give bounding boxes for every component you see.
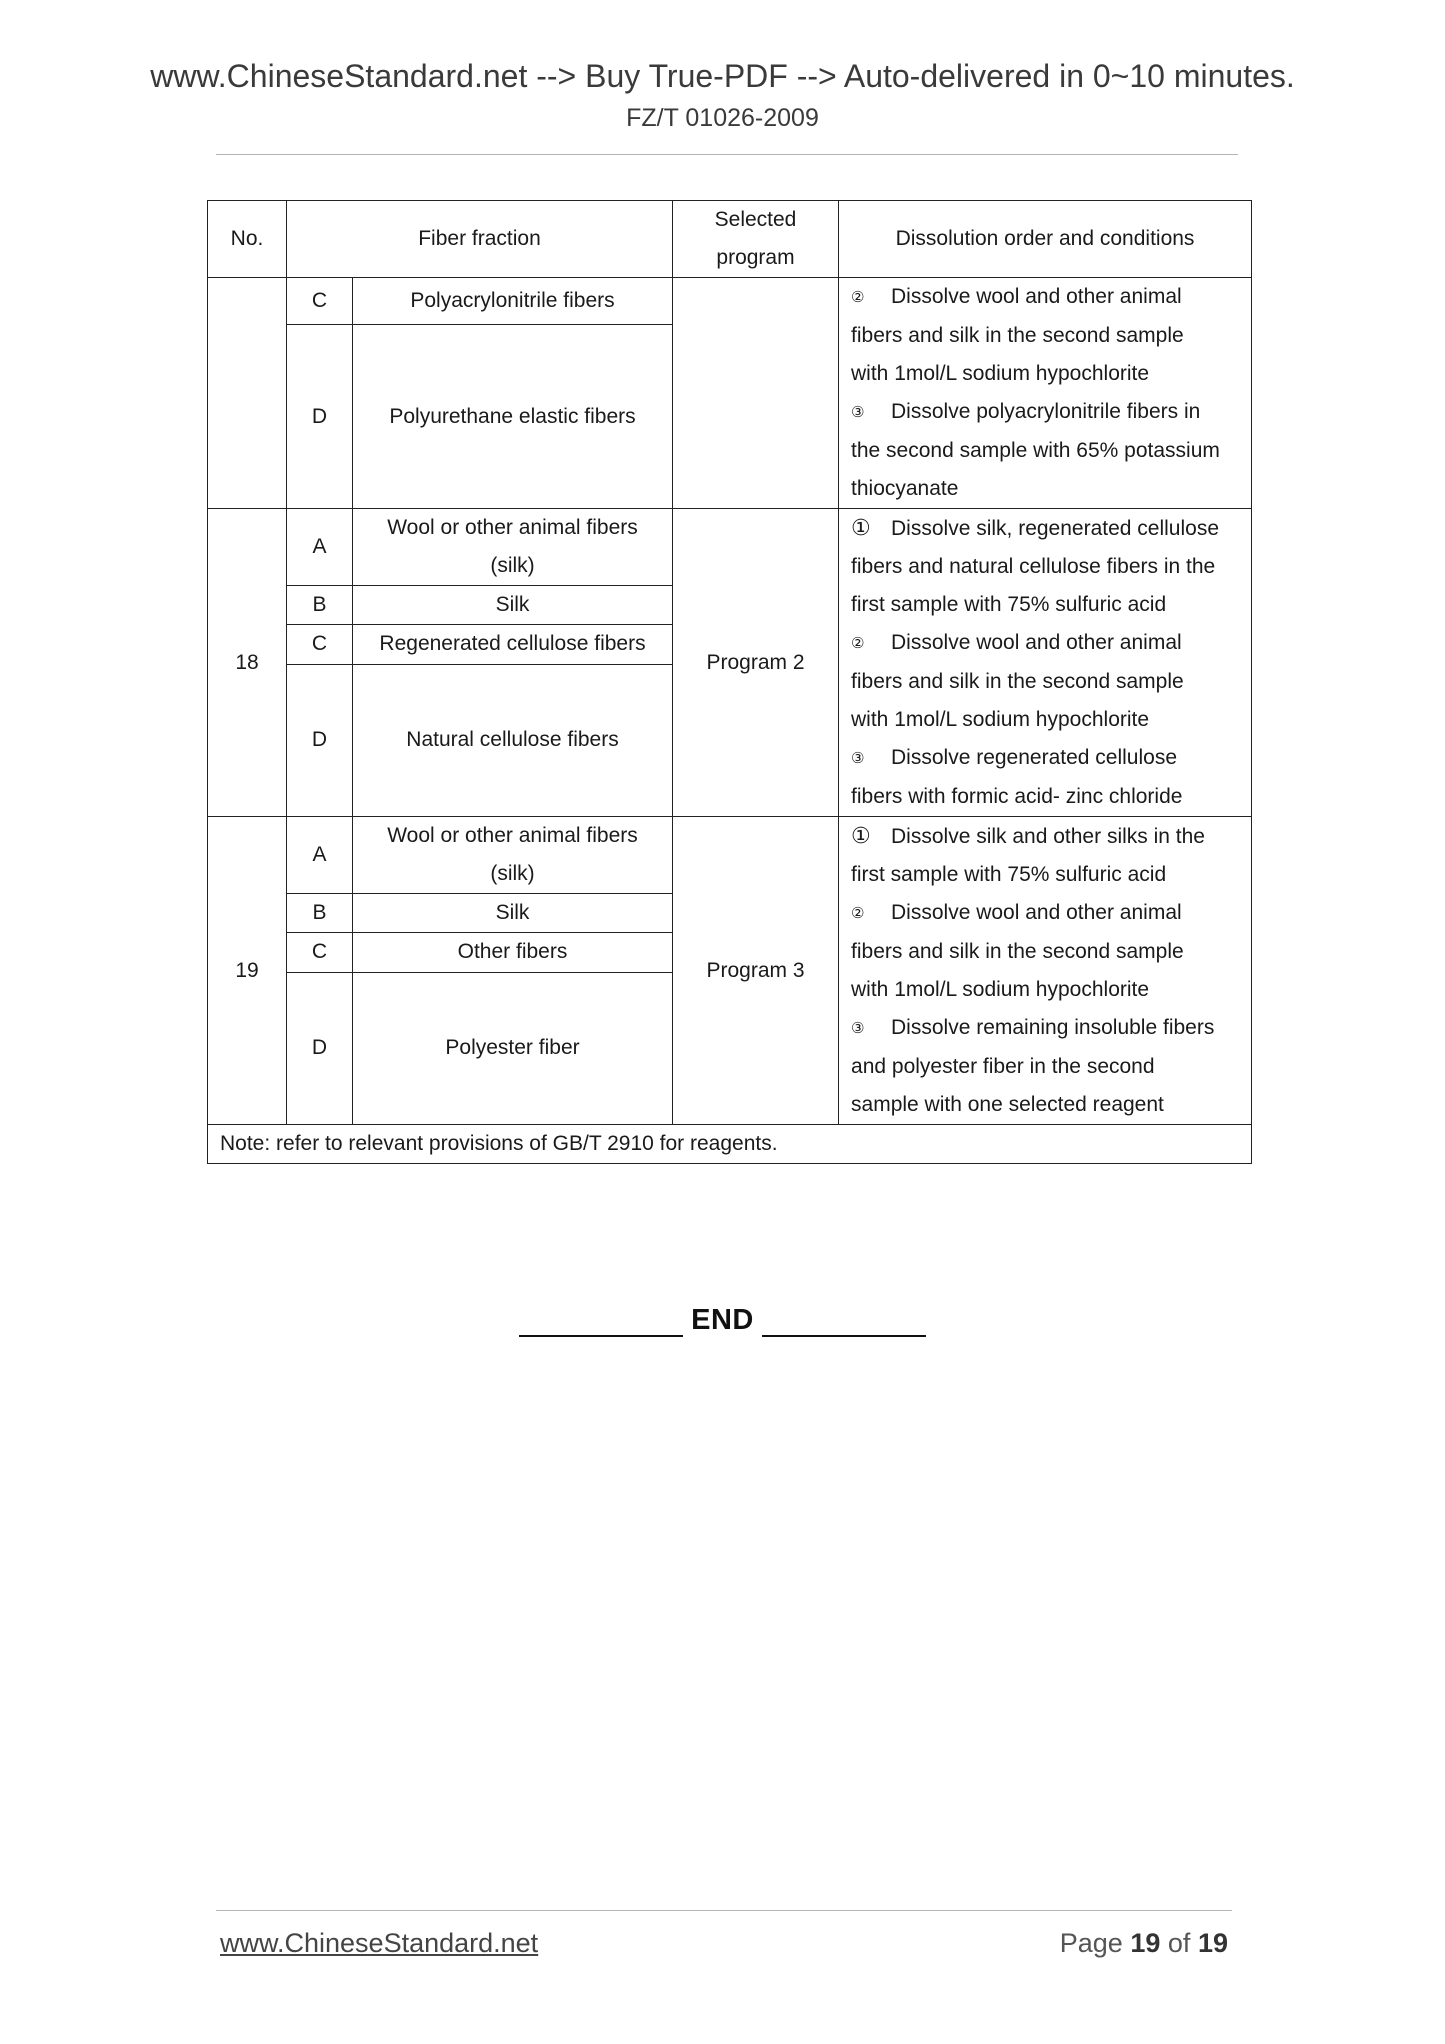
condition-line (851, 778, 1243, 816)
row-number (208, 278, 287, 509)
step-number: ③ (851, 404, 865, 421)
condition-text: thiocyanate (851, 477, 959, 500)
table-row (208, 278, 1252, 325)
end-marker (0, 1304, 1445, 1337)
fraction-letter: B (287, 586, 353, 625)
condition-text: sample with one selected reagent (851, 1093, 1164, 1116)
condition-line (851, 856, 1243, 894)
condition-text: Dissolve polyacrylonitrile fibers in (891, 400, 1201, 423)
fiber-name-line: Polyurethane elastic fibers (389, 404, 636, 428)
fiber-name-line: Other fibers (457, 940, 568, 964)
standard-code: FZ/T 01026-2009 (626, 104, 819, 132)
fiber-name (353, 972, 673, 1125)
page-prefix: Page (1059, 1928, 1123, 1958)
condition-text: Dissolve wool and other animal (891, 285, 1182, 308)
dissolution-conditions (839, 509, 1252, 817)
fiber-name (353, 664, 673, 817)
note-row (208, 1125, 1252, 1164)
step-number: ③ (851, 1020, 865, 1037)
fiber-name (353, 509, 673, 586)
condition-line (851, 817, 1243, 856)
end-label: END (691, 1304, 754, 1336)
condition-text: Dissolve silk, regenerated cellulose (891, 517, 1220, 540)
condition-line (851, 624, 1243, 663)
fraction-letter: C (287, 933, 353, 972)
condition-line (851, 894, 1243, 933)
table-row (208, 817, 1252, 894)
selected-program (673, 278, 839, 509)
condition-line (851, 470, 1243, 508)
condition-line (851, 548, 1243, 586)
header-divider (216, 154, 1238, 155)
fiber-name-line: Regenerated cellulose fibers (379, 632, 646, 656)
condition-line (851, 1086, 1243, 1124)
header-program-line: program (716, 246, 795, 269)
header-fiber-fraction: Fiber fraction (287, 201, 673, 278)
step-number: ② (851, 289, 865, 306)
end-rule-right (762, 1305, 926, 1337)
fraction-letter: D (287, 972, 353, 1125)
condition-line (851, 663, 1243, 701)
condition-text: fibers and silk in the second sample (851, 324, 1184, 347)
header-no: No. (208, 201, 287, 278)
fiber-name (353, 894, 673, 933)
fiber-name (353, 325, 673, 509)
condition-line (851, 701, 1243, 739)
condition-text: the second sample with 65% potassium (851, 439, 1220, 462)
condition-text: Dissolve regenerated cellulose (891, 746, 1178, 769)
condition-line (851, 1009, 1243, 1048)
fiber-name-line: Natural cellulose fibers (406, 728, 619, 752)
fiber-name-line: Polyacrylonitrile fibers (410, 289, 615, 313)
selected-program: Program 2 (673, 509, 839, 817)
step-number: ① (851, 823, 871, 848)
fiber-name (353, 625, 673, 664)
fiber-name-line: Polyester fiber (445, 1036, 580, 1060)
condition-text: Dissolve silk and other silks in the (891, 825, 1205, 848)
condition-text: Dissolve wool and other animal (891, 631, 1182, 654)
condition-text: fibers and silk in the second sample (851, 670, 1184, 693)
fraction-letter: A (287, 509, 353, 586)
dissolution-table (207, 200, 1252, 1164)
condition-line (851, 586, 1243, 624)
fiber-name-line: Silk (495, 593, 530, 617)
fiber-name (353, 933, 673, 972)
condition-line (851, 739, 1243, 778)
table-header-row (208, 201, 1252, 278)
fraction-letter: A (287, 817, 353, 894)
condition-line (851, 355, 1243, 393)
step-number: ② (851, 635, 865, 652)
condition-line (851, 317, 1243, 355)
row-number: 18 (208, 509, 287, 817)
step-number: ③ (851, 750, 865, 767)
condition-text: first sample with 75% sulfuric acid (851, 593, 1167, 616)
fiber-name-line: Wool or other animal fibers (387, 824, 638, 848)
selected-program: Program 3 (673, 817, 839, 1125)
fiber-name (353, 817, 673, 894)
fiber-name-line: (silk) (490, 554, 535, 578)
condition-line (851, 278, 1243, 317)
fraction-letter: D (287, 325, 353, 509)
condition-line (851, 432, 1243, 470)
header-program-line: Selected (714, 208, 797, 231)
fiber-name (353, 586, 673, 625)
condition-text: with 1mol/L sodium hypochlorite (851, 978, 1150, 1001)
fiber-name-line: Silk (495, 901, 530, 925)
condition-line (851, 971, 1243, 1009)
fraction-letter: D (287, 664, 353, 817)
condition-text: fibers with formic acid- zinc chloride (851, 785, 1183, 808)
header-selected-program (673, 201, 839, 278)
fraction-letter: C (287, 278, 353, 325)
condition-line (851, 933, 1243, 971)
step-number: ① (851, 515, 871, 540)
site-banner: www.ChineseStandard.net --> Buy True-PDF --> Auto-delivered in 0~10 minutes. (150, 58, 1295, 94)
step-number: ② (851, 905, 865, 922)
condition-text: first sample with 75% sulfuric acid (851, 863, 1167, 886)
page-indicator (1060, 1928, 1228, 1959)
condition-text: Dissolve wool and other animal (891, 901, 1182, 924)
condition-text: with 1mol/L sodium hypochlorite (851, 362, 1150, 385)
condition-text: fibers and natural cellulose fibers in the (851, 555, 1216, 578)
condition-line (851, 393, 1243, 432)
condition-text: Dissolve remaining insoluble fibers (891, 1016, 1215, 1039)
footer-divider (216, 1910, 1232, 1911)
fiber-name-line: Wool or other animal fibers (387, 516, 638, 540)
table-note: Note: refer to relevant provisions of GB/T 2910 for reagents. (208, 1125, 1252, 1164)
dissolution-conditions (839, 278, 1252, 509)
fiber-name-line: (silk) (490, 862, 535, 886)
fiber-name (353, 278, 673, 325)
condition-text: fibers and silk in the second sample (851, 940, 1184, 963)
condition-line (851, 509, 1243, 548)
dissolution-conditions (839, 817, 1252, 1125)
page-current: 19 (1130, 1928, 1161, 1958)
condition-text: and polyester fiber in the second (851, 1055, 1155, 1078)
end-rule-left (519, 1305, 683, 1337)
footer-site-link[interactable]: www.ChineseStandard.net (220, 1928, 539, 1958)
header-dissolution-conditions: Dissolution order and conditions (839, 201, 1252, 278)
table-row (208, 509, 1252, 586)
fraction-letter: B (287, 894, 353, 933)
page-total: 19 (1197, 1928, 1228, 1958)
condition-line (851, 1048, 1243, 1086)
condition-text: with 1mol/L sodium hypochlorite (851, 708, 1150, 731)
page-of: of (1167, 1928, 1191, 1958)
row-number: 19 (208, 817, 287, 1125)
fraction-letter: C (287, 625, 353, 664)
